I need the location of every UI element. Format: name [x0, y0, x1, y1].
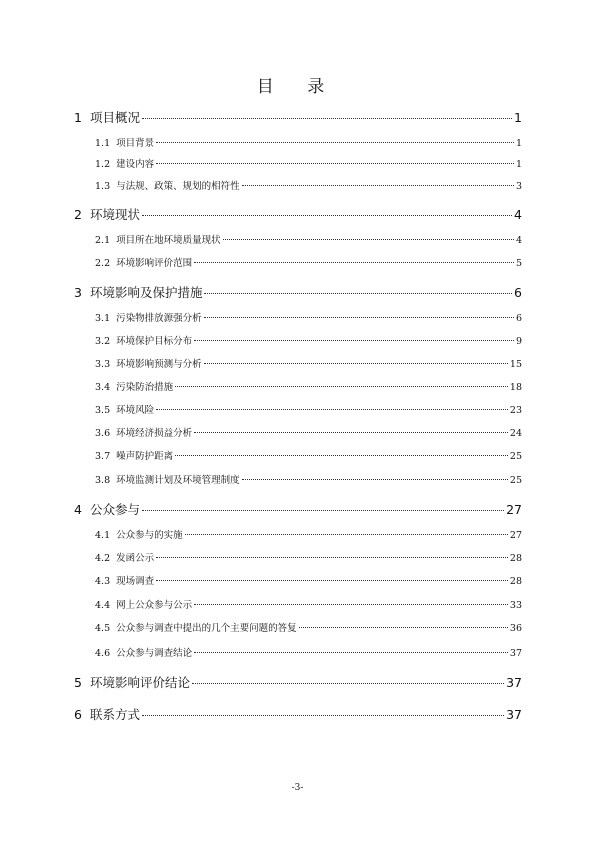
toc-subentry-label: 发函公示	[116, 553, 155, 564]
toc-entry-number: 5	[74, 675, 82, 690]
toc-subentry-4.6[interactable]	[95, 645, 522, 659]
toc-subentry-number: 4.1	[95, 530, 111, 541]
toc-subentry-number: 4.5	[95, 623, 111, 634]
dot-leader	[156, 409, 508, 410]
toc-subentry-3.8[interactable]	[95, 472, 522, 486]
dot-leader	[223, 239, 514, 240]
toc-subentry-number: 3.5	[95, 405, 111, 416]
toc-subentry-page: 18	[509, 382, 522, 393]
toc-subentry-page: 28	[509, 576, 522, 587]
toc-subentry-2.2[interactable]	[95, 255, 522, 269]
toc-subentry-1.1[interactable]	[95, 135, 522, 149]
toc-subentry-number: 1.1	[95, 138, 111, 149]
toc-subentry-3.6[interactable]	[95, 425, 522, 439]
toc-subentry-label: 环境经济损益分析	[116, 428, 193, 439]
toc-subentry-number: 2.2	[95, 258, 111, 269]
toc-entry-number: 1	[74, 110, 82, 125]
toc-subentry-label: 环境监测计划及环境管理制度	[116, 475, 240, 486]
toc-entry-label: 环境影响及保护措施	[89, 285, 203, 300]
toc-subentry-number: 3.7	[95, 451, 111, 462]
dot-leader	[242, 479, 508, 480]
toc-entry-label: 项目概况	[89, 110, 140, 125]
dot-leader	[175, 386, 508, 387]
page-number: -3-	[291, 783, 304, 793]
toc-entry-page: 37	[506, 675, 522, 690]
toc-entry-number: 2	[74, 207, 82, 222]
toc-subentry-label: 现场调查	[116, 576, 155, 587]
toc-subentry-number: 3.4	[95, 382, 111, 393]
toc-entry-6[interactable]	[74, 705, 522, 723]
toc-entry-page: 37	[506, 707, 522, 722]
toc-subentry-label: 项目背景	[116, 138, 155, 149]
toc-subentry-4.5[interactable]	[95, 620, 522, 634]
toc-subentry-3.1[interactable]	[95, 310, 522, 324]
dot-leader	[194, 262, 514, 263]
toc-entry-page: 27	[506, 502, 522, 517]
toc-subentry-1.2[interactable]	[95, 156, 522, 170]
toc-subentry-page: 25	[509, 451, 522, 462]
dot-leader	[242, 185, 514, 186]
toc-subentry-number: 3.3	[95, 359, 111, 370]
toc-title: 目 录	[256, 77, 339, 97]
toc-entry-page: 1	[514, 110, 522, 125]
dot-leader	[204, 363, 508, 364]
dot-leader	[204, 293, 512, 294]
toc-subentry-3.4[interactable]	[95, 379, 522, 393]
dot-leader	[142, 510, 504, 511]
toc-subentry-page: 25	[509, 475, 522, 486]
dot-leader	[175, 455, 508, 456]
toc-subentry-number: 4.4	[95, 600, 111, 611]
toc-entry-number: 6	[74, 707, 82, 722]
toc-subentry-page: 33	[509, 600, 522, 611]
toc-subentry-label: 公众参与的实施	[116, 530, 183, 541]
toc-subentry-page: 3	[515, 181, 522, 192]
toc-subentry-4.1[interactable]	[95, 527, 522, 541]
toc-subentry-label: 环境风险	[116, 405, 155, 416]
dot-leader	[156, 142, 514, 143]
toc-entry-label: 联系方式	[89, 707, 140, 722]
toc-subentry-4.3[interactable]	[95, 573, 522, 587]
dot-leader	[192, 683, 504, 684]
toc-entry-number: 3	[74, 285, 82, 300]
toc-entry-1[interactable]	[74, 108, 522, 126]
toc-subentry-number: 4.6	[95, 648, 111, 659]
toc-subentry-label: 公众参与调查结论	[116, 648, 193, 659]
toc-subentry-4.4[interactable]	[95, 597, 522, 611]
dot-leader	[142, 118, 512, 119]
toc-subentry-page: 37	[509, 648, 522, 659]
toc-subentry-number: 1.2	[95, 159, 111, 170]
toc-subentry-1.3[interactable]	[95, 178, 522, 192]
dot-leader	[194, 340, 514, 341]
toc-subentry-number: 3.1	[95, 313, 111, 324]
dot-leader	[156, 163, 514, 164]
toc-subentry-label: 建设内容	[116, 159, 155, 170]
toc-subentry-page: 1	[515, 159, 522, 170]
toc-subentry-page: 24	[509, 428, 522, 439]
dot-leader	[194, 604, 508, 605]
dot-leader	[156, 580, 508, 581]
toc-entry-4[interactable]	[74, 500, 522, 518]
toc-subentry-label: 环境影响预测与分析	[116, 359, 202, 370]
toc-subentry-page: 27	[509, 530, 522, 541]
toc-subentry-page: 4	[515, 235, 522, 246]
toc-subentry-number: 3.8	[95, 475, 111, 486]
toc-subentry-number: 3.6	[95, 428, 111, 439]
toc-subentry-2.1[interactable]	[95, 232, 522, 246]
dot-leader	[204, 317, 514, 318]
toc-subentry-number: 4.2	[95, 553, 111, 564]
toc-subentry-label: 公众参与调查中提出的几个主要问题的答复	[116, 623, 297, 634]
toc-subentry-3.7[interactable]	[95, 448, 522, 462]
toc-subentry-label: 污染防治措施	[116, 382, 174, 393]
toc-entry-page: 6	[514, 285, 522, 300]
toc-subentry-number: 2.1	[95, 235, 111, 246]
toc-subentry-label: 污染物排放源强分析	[116, 313, 202, 324]
toc-subentry-number: 3.2	[95, 336, 111, 347]
dot-leader	[299, 627, 508, 628]
toc-entry-label: 环境影响评价结论	[89, 675, 190, 690]
toc-subentry-number: 4.3	[95, 576, 111, 587]
toc-entry-label: 环境现状	[89, 207, 140, 222]
toc-subentry-page: 23	[509, 405, 522, 416]
toc-entry-3[interactable]	[74, 283, 522, 301]
dot-leader	[185, 534, 508, 535]
toc-subentry-label: 项目所在地环境质量现状	[116, 235, 221, 246]
toc-subentry-3.5[interactable]	[95, 402, 522, 416]
toc-subentry-page: 9	[515, 336, 522, 347]
toc-subentry-page: 15	[509, 359, 522, 370]
toc-subentry-3.3[interactable]	[95, 356, 522, 370]
toc-entry-5[interactable]	[74, 673, 522, 691]
toc-subentry-number: 1.3	[95, 181, 111, 192]
toc-subentry-page: 36	[509, 623, 522, 634]
dot-leader	[194, 652, 508, 653]
dot-leader	[142, 715, 504, 716]
toc-entry-number: 4	[74, 502, 82, 517]
toc-entry-page: 4	[514, 207, 522, 222]
toc-subentry-label: 网上公众参与公示	[116, 600, 193, 611]
toc-subentry-label: 环境保护目标分布	[116, 336, 193, 347]
dot-leader	[156, 557, 508, 558]
toc-subentry-page: 1	[515, 138, 522, 149]
toc-subentry-label: 与法规、政策、规划的相符性	[116, 181, 240, 192]
toc-subentry-page: 28	[509, 553, 522, 564]
toc-subentry-3.2[interactable]	[95, 333, 522, 347]
toc-subentry-page: 5	[515, 258, 522, 269]
toc-subentry-label: 噪声防护距离	[116, 451, 174, 462]
toc-entry-2[interactable]	[74, 205, 522, 223]
toc-entry-label: 公众参与	[89, 502, 140, 517]
toc-subentry-4.2[interactable]	[95, 550, 522, 564]
toc-subentry-label: 环境影响评价范围	[116, 258, 193, 269]
dot-leader	[194, 432, 508, 433]
toc-subentry-page: 6	[515, 313, 522, 324]
dot-leader	[142, 215, 512, 216]
